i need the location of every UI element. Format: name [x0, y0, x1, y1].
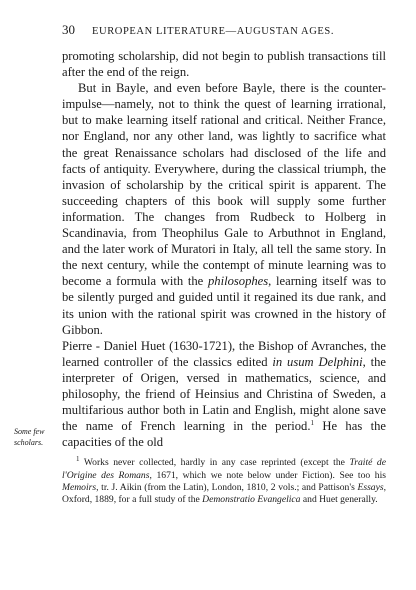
footnote-text-1: Works never collected, hardly in any case reprinted (except the [79, 457, 350, 469]
paragraph-3-end: He has the capacities of the old [62, 419, 386, 450]
paragraph-2-end: , learning itself was to be silently purged and guided until it regained its due rank, and its union with the rational spirit was crowned in the history of Gibbon. [62, 274, 386, 337]
footnote [62, 457, 386, 506]
footnote-mark: 1 [76, 455, 80, 464]
paragraph-3-italic: in usum Delphini [272, 354, 363, 369]
footnote-text-4: , Oxford, 1889, for a full study of the [62, 481, 386, 505]
footnote-text-5: and Huet generally. [300, 493, 378, 505]
paragraph-1 [62, 48, 386, 80]
paragraph-1-text: promoting scholarship, did not begin to publish transactions till after the end of the reign. [62, 49, 386, 80]
paragraph-3-mid: , the interpreter of Origen, versed in mathematics, science, and philosophy, the friend of Heinsius and Christina of Sweden, a multifarious author both in Latin and English, might alone save the name of French learning in the period. [62, 354, 386, 434]
paragraph-3 [62, 338, 386, 451]
footnote-reference: 1 [310, 418, 314, 427]
footnote-text-2: , 1671, which we note below under Fiction). See too his [149, 469, 386, 481]
footnote-text-3: , tr. J. Aikin (from the Latin), London, 1810, 2 vols.; and Pattison's [96, 481, 358, 493]
footnote-italic-3: Essays [357, 481, 384, 493]
paragraph-2 [62, 80, 386, 338]
paragraph-2-text: But in Bayle, and even before Bayle, there is the counter-impulse—namely, not to think the quest of learning irrational, but to make learning itself rational and critical. Neither France, nor England, nor any other land, was lightly to sacrifice what the great Renaissance scholars had disclosed of the life and facts of antiquity. Everywhere, during the classical triumph, the invasion of scholarship by the critical spirit is apparent. The succeeding chapters of this book will supply some further information. The changes from Rudbeck to Holberg in Scandinavia, from Theophilus Gale to Arbuthnot in England, and the later work of Muratori in Italy, all tell the same story. In the next century, while the contempt of minute learning was to become a formula with the [62, 81, 386, 289]
paragraph-3-text: Pierre - Daniel Huet (1630-1721), the Bishop of Avranches, the learned controller of the classics edited [62, 338, 386, 369]
margin-sidenote: Some few scholars. [14, 427, 45, 447]
book-page [62, 22, 386, 506]
footnote-italic-1: Traité de l'Origine des Romans [62, 457, 386, 481]
paragraph-2-italic: philosophes [207, 274, 269, 289]
footnote-italic-4: Demonstratio Evangelica [202, 493, 301, 505]
page-number: 30 [62, 22, 75, 37]
page-header [62, 22, 386, 40]
running-title: EUROPEAN LITERATURE—AUGUSTAN AGES. [92, 26, 335, 37]
footnote-italic-2: Memoirs [62, 481, 97, 493]
